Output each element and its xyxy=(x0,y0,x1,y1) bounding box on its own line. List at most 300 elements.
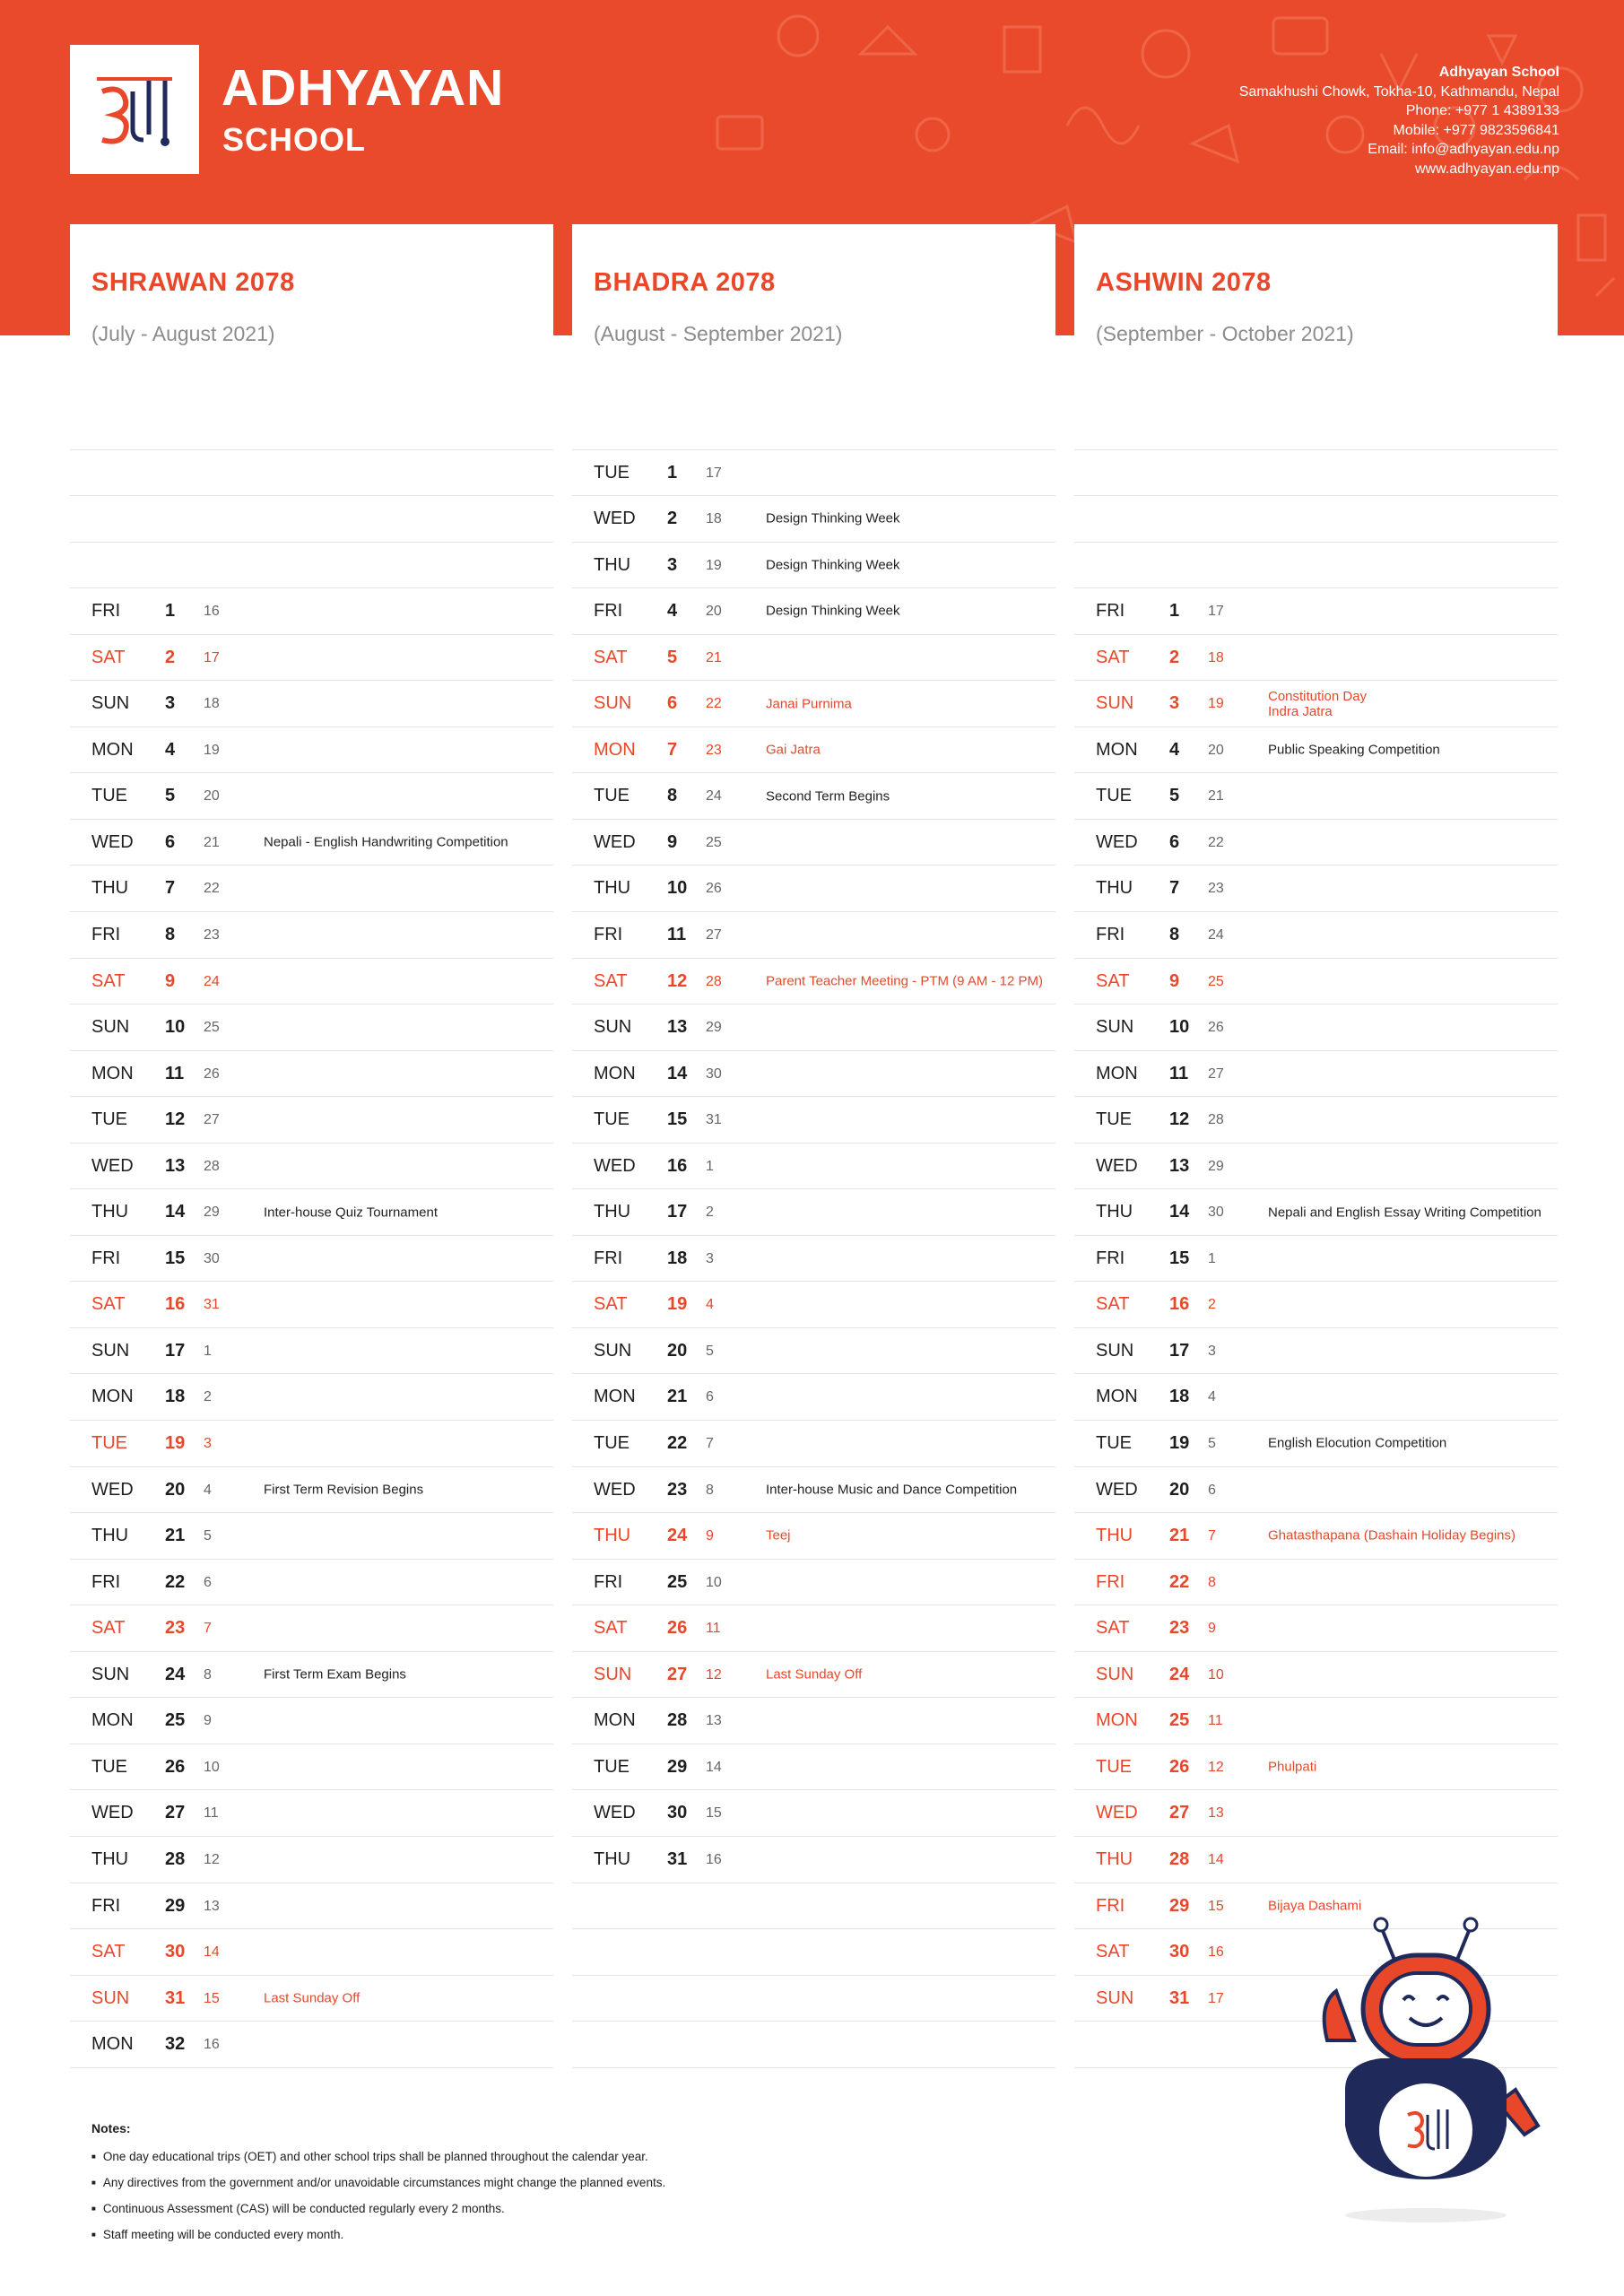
nepali-date: 20 xyxy=(1169,1479,1190,1500)
day-row xyxy=(1074,1282,1558,1328)
day-row xyxy=(572,912,1055,959)
day-row xyxy=(572,1328,1055,1375)
day-row xyxy=(70,635,553,682)
nepali-date: 16 xyxy=(1169,1294,1190,1315)
day-row xyxy=(70,1236,553,1283)
english-date: 13 xyxy=(204,1898,220,1914)
nepali-date: 19 xyxy=(1169,1433,1190,1454)
day-row xyxy=(572,1513,1055,1560)
weekday: TUE xyxy=(594,1756,630,1777)
school-logo xyxy=(70,45,199,174)
english-date: 20 xyxy=(706,604,722,620)
contact-line: Phone: +977 1 4389133 xyxy=(1405,103,1559,119)
weekday: THU xyxy=(594,878,631,899)
nepali-date: 27 xyxy=(1169,1803,1190,1823)
day-row xyxy=(70,1189,553,1236)
day-row xyxy=(70,820,553,866)
nepali-date: 19 xyxy=(165,1433,186,1454)
nepali-date: 8 xyxy=(667,786,678,806)
nepali-date: 11 xyxy=(1169,1063,1189,1083)
month-range: (August - September 2021) xyxy=(594,322,843,345)
nepali-date: 30 xyxy=(667,1803,688,1823)
day-row xyxy=(572,1652,1055,1699)
school-subtitle: SCHOOL xyxy=(222,121,367,158)
contact-line: Adhyayan School xyxy=(1438,65,1559,80)
day-row xyxy=(70,1652,553,1699)
weekday: SAT xyxy=(1096,1618,1130,1639)
event-text: First Term Revision Begins xyxy=(264,1482,424,1498)
nepali-date: 9 xyxy=(165,970,176,991)
weekday: WED xyxy=(91,831,134,852)
weekday: SAT xyxy=(91,1294,126,1315)
english-date: 14 xyxy=(1208,1851,1224,1867)
weekday: SUN xyxy=(91,1340,130,1361)
english-date: 6 xyxy=(204,1574,212,1590)
weekday: SAT xyxy=(1096,1294,1130,1315)
english-date: 8 xyxy=(706,1482,714,1498)
english-date: 29 xyxy=(204,1205,220,1221)
weekday: SUN xyxy=(1096,1664,1134,1684)
nepali-date: 21 xyxy=(165,1526,186,1546)
nepali-date: 16 xyxy=(667,1155,688,1176)
english-date: 5 xyxy=(706,1343,714,1359)
nepali-date: 27 xyxy=(667,1664,688,1684)
nepali-date: 9 xyxy=(667,831,678,852)
english-date: 26 xyxy=(204,1065,220,1082)
day-row xyxy=(70,1051,553,1098)
weekday: SUN xyxy=(594,1340,632,1361)
nepali-date: 11 xyxy=(165,1063,185,1083)
weekday: FRI xyxy=(91,1248,121,1268)
day-row xyxy=(70,865,553,912)
english-date: 8 xyxy=(1208,1574,1216,1590)
nepali-date: 3 xyxy=(667,554,678,575)
weekday: THU xyxy=(594,1526,631,1546)
english-date: 5 xyxy=(1208,1436,1216,1452)
day-row xyxy=(70,1790,553,1837)
day-row xyxy=(70,1976,553,2022)
note-item: ■ Any directives from the government and/or unavoidable circumstances might change the planned events. xyxy=(91,2170,665,2196)
english-date: 16 xyxy=(204,604,220,620)
event-text: English Elocution Competition xyxy=(1268,1435,1447,1451)
nepali-date: 15 xyxy=(165,1248,186,1268)
english-date: 1 xyxy=(204,1343,212,1359)
day-row xyxy=(70,1883,553,1930)
day-row xyxy=(1074,773,1558,820)
event-text: Design Thinking Week xyxy=(766,510,900,526)
nepali-date: 10 xyxy=(667,878,688,899)
day-row xyxy=(572,450,1055,497)
day-row xyxy=(572,727,1055,774)
nepali-date: 26 xyxy=(667,1618,688,1639)
contact-line: www.adhyayan.edu.np xyxy=(1415,161,1559,177)
day-row xyxy=(70,2022,553,2068)
weekday: SUN xyxy=(91,1987,130,2008)
english-date: 11 xyxy=(1208,1713,1223,1729)
weekday: WED xyxy=(91,1803,134,1823)
weekday: SAT xyxy=(91,647,126,667)
day-list xyxy=(1074,404,1558,2068)
event-text: Public Speaking Competition xyxy=(1268,742,1440,758)
weekday: SAT xyxy=(1096,970,1130,991)
weekday: THU xyxy=(594,1848,631,1869)
blank-row xyxy=(1074,496,1558,543)
english-date: 23 xyxy=(706,742,722,758)
nepali-date: 24 xyxy=(667,1526,688,1546)
english-date: 25 xyxy=(1208,973,1224,989)
day-row xyxy=(1074,1189,1558,1236)
english-date: 1 xyxy=(706,1158,714,1174)
event-text: Nepali - English Handwriting Competition xyxy=(264,834,508,850)
weekday: SUN xyxy=(594,1664,632,1684)
weekday: TUE xyxy=(91,786,127,806)
weekday: SAT xyxy=(594,1294,628,1315)
english-date: 2 xyxy=(1208,1297,1216,1313)
nepali-date: 21 xyxy=(667,1387,688,1407)
english-date: 5 xyxy=(204,1528,212,1544)
english-date: 23 xyxy=(1208,881,1224,897)
english-date: 24 xyxy=(706,788,722,804)
nepali-date: 4 xyxy=(667,601,678,622)
english-date: 22 xyxy=(706,696,722,712)
english-date: 6 xyxy=(1208,1482,1216,1498)
nepali-date: 22 xyxy=(165,1571,186,1592)
weekday: SUN xyxy=(91,1664,130,1684)
weekday: TUE xyxy=(594,462,630,483)
weekday: THU xyxy=(1096,878,1133,899)
day-row xyxy=(1074,1144,1558,1190)
english-date: 13 xyxy=(1208,1805,1224,1822)
weekday: MON xyxy=(91,739,134,760)
school-name: ADHYAYAN xyxy=(221,59,505,117)
day-row xyxy=(70,1282,553,1328)
english-date: 17 xyxy=(706,465,722,481)
weekday: FRI xyxy=(1096,601,1125,622)
day-row xyxy=(1074,681,1558,727)
day-row xyxy=(70,1328,553,1375)
weekday: SAT xyxy=(594,1618,628,1639)
nepali-date: 12 xyxy=(667,970,688,991)
nepali-date: 5 xyxy=(165,786,176,806)
nepali-date: 31 xyxy=(165,1987,186,2008)
month-column-bhadra xyxy=(572,224,1055,2074)
english-date: 14 xyxy=(706,1759,722,1775)
day-row xyxy=(70,1698,553,1744)
month-header xyxy=(1074,224,1558,404)
day-row xyxy=(70,959,553,1005)
nepali-date: 3 xyxy=(1169,693,1180,714)
nepali-date: 28 xyxy=(667,1710,688,1731)
day-row xyxy=(70,1421,553,1467)
nepali-date: 17 xyxy=(165,1340,186,1361)
nepali-date: 2 xyxy=(165,647,176,667)
english-date: 9 xyxy=(204,1713,212,1729)
weekday: WED xyxy=(1096,831,1138,852)
weekday: TUE xyxy=(1096,1433,1132,1454)
english-date: 8 xyxy=(204,1666,212,1683)
english-date: 20 xyxy=(204,788,220,804)
nepali-date: 11 xyxy=(667,925,687,945)
nepali-date: 14 xyxy=(1169,1202,1190,1222)
nepali-date: 15 xyxy=(667,1109,688,1130)
english-date: 1 xyxy=(1208,1250,1216,1266)
nepali-date: 32 xyxy=(165,2034,186,2055)
day-row xyxy=(1074,912,1558,959)
nepali-date: 25 xyxy=(165,1710,186,1731)
day-row xyxy=(1074,635,1558,682)
weekday: SAT xyxy=(1096,647,1130,667)
nepali-date: 4 xyxy=(165,739,176,760)
nepali-date: 6 xyxy=(1169,831,1180,852)
event-text: Constitution Day Indra Jatra xyxy=(1268,688,1368,719)
nepali-date: 31 xyxy=(667,1848,688,1869)
day-row xyxy=(70,1837,553,1883)
english-date: 9 xyxy=(1208,1621,1216,1637)
contact-line: Email: info@adhyayan.edu.np xyxy=(1368,142,1559,158)
day-row xyxy=(572,1560,1055,1606)
english-date: 27 xyxy=(1208,1065,1224,1082)
nepali-date: 17 xyxy=(667,1202,688,1222)
nepali-date: 1 xyxy=(1169,601,1180,622)
event-text: Teej xyxy=(766,1527,791,1544)
event-text: Ghatasthapana (Dashain Holiday Begins) xyxy=(1268,1527,1515,1544)
weekday: TUE xyxy=(594,786,630,806)
day-row xyxy=(572,1189,1055,1236)
nepali-date: 15 xyxy=(1169,1248,1190,1268)
english-date: 24 xyxy=(1208,927,1224,944)
nepali-date: 12 xyxy=(1169,1109,1190,1130)
weekday: FRI xyxy=(1096,1895,1125,1916)
english-date: 13 xyxy=(706,1713,722,1729)
day-row xyxy=(1074,1374,1558,1421)
day-row xyxy=(1074,1698,1558,1744)
weekday: THU xyxy=(1096,1526,1133,1546)
day-row xyxy=(1074,1004,1558,1051)
event-text: Phulpati xyxy=(1268,1759,1317,1775)
notes-title: Notes: xyxy=(91,2121,131,2135)
day-row xyxy=(572,1605,1055,1652)
nepali-date: 7 xyxy=(1169,878,1180,899)
english-date: 18 xyxy=(706,511,722,527)
event-text: Gai Jatra xyxy=(766,742,821,758)
english-date: 29 xyxy=(706,1020,722,1036)
note-item: ■ One day educational trips (OET) and other school trips shall be planned throughout the calendar year. xyxy=(91,2144,665,2170)
english-date: 19 xyxy=(204,742,220,758)
weekday: MON xyxy=(91,1063,134,1083)
nepali-date: 10 xyxy=(1169,1017,1190,1038)
english-date: 22 xyxy=(204,881,220,897)
event-text: Nepali and English Essay Writing Competition xyxy=(1268,1205,1541,1221)
weekday: TUE xyxy=(91,1109,127,1130)
nepali-date: 13 xyxy=(667,1017,688,1038)
english-date: 30 xyxy=(204,1250,220,1266)
day-row xyxy=(1074,1744,1558,1791)
english-date: 17 xyxy=(204,649,220,665)
event-text: Parent Teacher Meeting - PTM (9 AM - 12 PM) xyxy=(766,973,1044,989)
english-date: 10 xyxy=(706,1574,722,1590)
weekday: WED xyxy=(91,1155,134,1176)
weekday: SUN xyxy=(1096,1017,1134,1038)
day-row xyxy=(572,496,1055,543)
english-date: 3 xyxy=(204,1436,212,1452)
day-row xyxy=(70,1144,553,1190)
nepali-date: 6 xyxy=(165,831,176,852)
nepali-date: 3 xyxy=(165,693,176,714)
weekday: FRI xyxy=(91,1895,121,1916)
month-header xyxy=(572,224,1055,404)
day-row xyxy=(1074,1652,1558,1699)
english-date: 17 xyxy=(1208,604,1224,620)
event-text: Last Sunday Off xyxy=(264,1990,360,2006)
day-row xyxy=(1074,1421,1558,1467)
nepali-date: 13 xyxy=(165,1155,186,1176)
english-date: 30 xyxy=(1208,1205,1224,1221)
day-row xyxy=(572,543,1055,589)
english-date: 15 xyxy=(706,1805,722,1822)
weekday: MON xyxy=(594,1063,636,1083)
weekday: FRI xyxy=(594,1571,623,1592)
english-date: 7 xyxy=(204,1621,212,1637)
day-row xyxy=(1074,1790,1558,1837)
english-date: 10 xyxy=(204,1759,220,1775)
nepali-date: 31 xyxy=(1169,1987,1190,2008)
contact-info xyxy=(1239,63,1559,179)
day-row xyxy=(572,1837,1055,1883)
nepali-date: 2 xyxy=(667,509,678,529)
nepali-date: 20 xyxy=(165,1479,186,1500)
nepali-date: 4 xyxy=(1169,739,1180,760)
day-row xyxy=(572,1144,1055,1190)
month-title: BHADRA 2078 xyxy=(594,268,776,297)
english-date: 15 xyxy=(1208,1898,1224,1914)
nepali-date: 7 xyxy=(165,878,176,899)
day-row xyxy=(70,1004,553,1051)
weekday: SAT xyxy=(91,1942,126,1962)
weekday: WED xyxy=(91,1479,134,1500)
weekday: THU xyxy=(91,1526,129,1546)
month-column-shrawan xyxy=(70,224,553,2074)
robot-mascot-illustration xyxy=(1309,1910,1542,2233)
weekday: SAT xyxy=(594,647,628,667)
blank-row xyxy=(1074,450,1558,497)
nepali-date: 23 xyxy=(1169,1618,1190,1639)
english-date: 4 xyxy=(706,1297,714,1313)
day-row xyxy=(1074,1513,1558,1560)
weekday: TUE xyxy=(1096,1109,1132,1130)
nepali-date: 29 xyxy=(1169,1895,1190,1916)
nepali-date: 28 xyxy=(1169,1848,1190,1869)
english-date: 24 xyxy=(204,973,220,989)
day-row xyxy=(572,635,1055,682)
english-date: 26 xyxy=(1208,1020,1224,1036)
day-row xyxy=(572,1790,1055,1837)
weekday: THU xyxy=(594,1202,631,1222)
weekday: THU xyxy=(1096,1202,1133,1222)
weekday: FRI xyxy=(594,1248,623,1268)
logo-emblem xyxy=(70,45,199,174)
nepali-date: 21 xyxy=(1169,1526,1190,1546)
day-row xyxy=(70,1513,553,1560)
nepali-date: 14 xyxy=(165,1202,186,1222)
nepali-date: 13 xyxy=(1169,1155,1190,1176)
weekday: WED xyxy=(1096,1479,1138,1500)
day-row xyxy=(70,588,553,635)
day-row xyxy=(572,820,1055,866)
day-row xyxy=(572,1051,1055,1098)
nepali-date: 22 xyxy=(667,1433,688,1454)
english-date: 28 xyxy=(706,973,722,989)
blank-row xyxy=(572,2022,1055,2068)
nepali-date: 7 xyxy=(667,739,678,760)
day-row xyxy=(70,912,553,959)
english-date: 30 xyxy=(706,1065,722,1082)
event-text: Janai Purnima xyxy=(766,696,852,712)
nepali-date: 17 xyxy=(1169,1340,1190,1361)
nepali-date: 23 xyxy=(165,1618,186,1639)
blank-row xyxy=(572,1929,1055,1976)
nepali-date: 26 xyxy=(165,1756,186,1777)
day-row xyxy=(1074,959,1558,1005)
weekday: WED xyxy=(594,1479,636,1500)
weekday: FRI xyxy=(1096,1248,1125,1268)
weekday: MON xyxy=(91,1387,134,1407)
english-date: 31 xyxy=(706,1112,722,1128)
day-row xyxy=(572,1421,1055,1467)
day-row xyxy=(572,865,1055,912)
event-text: Inter-house Quiz Tournament xyxy=(264,1205,438,1221)
weekday: SUN xyxy=(91,693,130,714)
event-text: Inter-house Music and Dance Competition xyxy=(766,1482,1018,1498)
weekday: TUE xyxy=(91,1433,127,1454)
blank-row xyxy=(70,450,553,497)
day-row xyxy=(572,959,1055,1005)
weekday: SUN xyxy=(594,1017,632,1038)
day-row xyxy=(572,1004,1055,1051)
month-title: ASHWIN 2078 xyxy=(1096,268,1272,297)
blank-row xyxy=(1074,543,1558,589)
contact-line: Samakhushi Chowk, Tokha-10, Kathmandu, Nepal xyxy=(1238,83,1559,100)
weekday: SUN xyxy=(1096,693,1134,714)
notes-list xyxy=(91,2144,665,2248)
event-text: Second Term Begins xyxy=(766,788,890,804)
day-row xyxy=(70,681,553,727)
weekday: FRI xyxy=(1096,925,1125,945)
note-item: ■ Staff meeting will be conducted every month. xyxy=(91,2222,665,2248)
nepali-date: 1 xyxy=(667,462,678,483)
nepali-date: 22 xyxy=(1169,1571,1190,1592)
weekday: WED xyxy=(1096,1155,1138,1176)
english-date: 11 xyxy=(204,1805,219,1822)
english-date: 2 xyxy=(204,1389,212,1405)
english-date: 22 xyxy=(1208,834,1224,850)
day-row xyxy=(1074,1236,1558,1283)
english-date: 27 xyxy=(204,1112,220,1128)
english-date: 17 xyxy=(1208,1990,1224,2006)
day-row xyxy=(572,1698,1055,1744)
weekday: MON xyxy=(594,739,636,760)
nepali-date: 27 xyxy=(165,1803,186,1823)
english-date: 21 xyxy=(706,649,722,665)
english-date: 25 xyxy=(706,834,722,850)
english-date: 20 xyxy=(1208,742,1224,758)
blank-row xyxy=(70,543,553,589)
day-row xyxy=(1074,820,1558,866)
nepali-date: 10 xyxy=(165,1017,186,1038)
english-date: 29 xyxy=(1208,1158,1224,1174)
weekday: WED xyxy=(594,1803,636,1823)
event-text: Bijaya Dashami xyxy=(1268,1898,1362,1914)
weekday: FRI xyxy=(91,1571,121,1592)
